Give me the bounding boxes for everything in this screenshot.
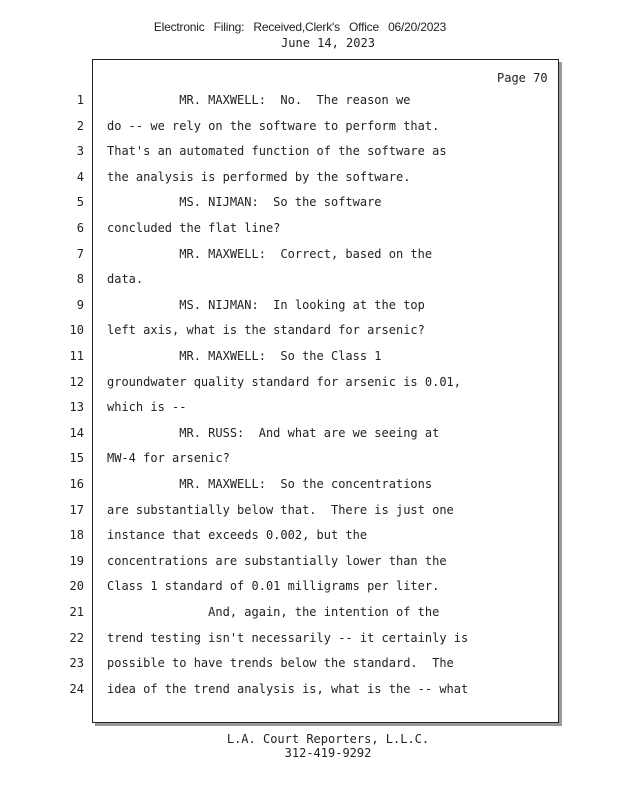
transcript-line (0, 192, 618, 212)
line-text: MW-4 for arsenic? (107, 451, 230, 466)
footer (0, 732, 618, 760)
page-number: Page 70 (497, 71, 548, 85)
line-number: 10 (69, 323, 84, 338)
transcript-date: June 14, 2023 (281, 36, 375, 50)
transcript-line (0, 90, 618, 110)
line-number: 2 (76, 118, 84, 133)
line-number: 7 (76, 246, 84, 261)
line-number: 19 (69, 553, 84, 568)
line-text: the analysis is performed by the software. (107, 169, 411, 184)
line-number: 23 (69, 656, 84, 671)
line-number: 3 (76, 144, 84, 159)
line-number: 14 (69, 425, 84, 440)
line-number: 22 (69, 630, 84, 645)
transcript-line (0, 320, 618, 340)
transcript-line (0, 525, 618, 545)
line-text: do -- we rely on the software to perform that. (107, 118, 440, 133)
line-text: instance that exceeds 0.002, but the (107, 528, 368, 543)
line-text: groundwater quality standard for arsenic is 0.01, (107, 374, 462, 389)
line-number: 12 (69, 374, 84, 389)
line-text: data. (107, 272, 144, 287)
transcript-line (0, 346, 618, 366)
transcript-line (0, 576, 618, 596)
transcript-line (0, 167, 618, 187)
line-text: concentrations are substantially lower than the (107, 553, 447, 568)
transcript-line (0, 500, 618, 520)
transcript-line (0, 295, 618, 315)
transcript-line (0, 602, 618, 622)
line-text: MR. MAXWELL: No. The reason we (107, 93, 411, 107)
line-text: concluded the flat line? (107, 221, 281, 235)
line-number: 8 (76, 272, 84, 287)
filing-stamp: Electronic Filing: Received,Clerk's Office 06/20/2023 (153, 20, 447, 34)
line-text: MS. NIJMAN: In looking at the top (107, 297, 425, 312)
line-number: 21 (69, 605, 84, 619)
line-text: MS. NIJMAN: So the software (107, 195, 382, 210)
transcript-line (0, 423, 618, 443)
transcript-line (0, 116, 618, 136)
line-text: And, again, the intention of the (107, 605, 440, 619)
line-number: 11 (69, 349, 84, 363)
line-number: 5 (76, 195, 84, 210)
reporter-phone: 312-419-9292 (284, 746, 372, 760)
transcript-line (0, 372, 618, 392)
line-text: MR. MAXWELL: So the concentrations (107, 477, 433, 491)
line-text: left axis, what is the standard for arsenic? (107, 323, 425, 338)
line-number: 6 (76, 221, 84, 235)
line-text: MR. MAXWELL: So the Class 1 (107, 349, 382, 363)
line-text: MR. MAXWELL: Correct, based on the (107, 246, 433, 261)
transcript-line (0, 218, 618, 238)
reporter-company: L.A. Court Reporters, L.L.C. (226, 732, 430, 746)
transcript-line (0, 474, 618, 494)
transcript-line (0, 448, 618, 468)
line-number: 1 (76, 93, 84, 107)
transcript-line (0, 679, 618, 699)
line-text: Class 1 standard of 0.01 milligrams per liter. (107, 579, 440, 594)
line-number: 24 (69, 681, 84, 696)
line-number: 18 (69, 528, 84, 543)
line-number: 17 (69, 502, 84, 517)
line-text: That's an automated function of the software as (107, 144, 447, 159)
transcript-line (0, 628, 618, 648)
line-number: 20 (69, 579, 84, 594)
line-number: 4 (76, 169, 84, 184)
line-text: trend testing isn't necessarily -- it certainly is (107, 630, 469, 645)
transcript-line (0, 653, 618, 673)
line-text: are substantially below that. There is just one (107, 502, 454, 517)
line-text: idea of the trend analysis is, what is the -- what (107, 681, 469, 696)
line-number: 13 (69, 400, 84, 415)
transcript-line (0, 397, 618, 417)
line-number: 15 (69, 451, 84, 466)
line-number: 9 (76, 297, 84, 312)
line-text: which is -- (107, 400, 187, 415)
line-text: MR. RUSS: And what are we seeing at (107, 425, 440, 440)
transcript-line (0, 141, 618, 161)
transcript-line (0, 551, 618, 571)
transcript-line (0, 244, 618, 264)
transcript-line (0, 269, 618, 289)
line-text: possible to have trends below the standard. The (107, 656, 454, 671)
line-number: 16 (69, 477, 84, 491)
